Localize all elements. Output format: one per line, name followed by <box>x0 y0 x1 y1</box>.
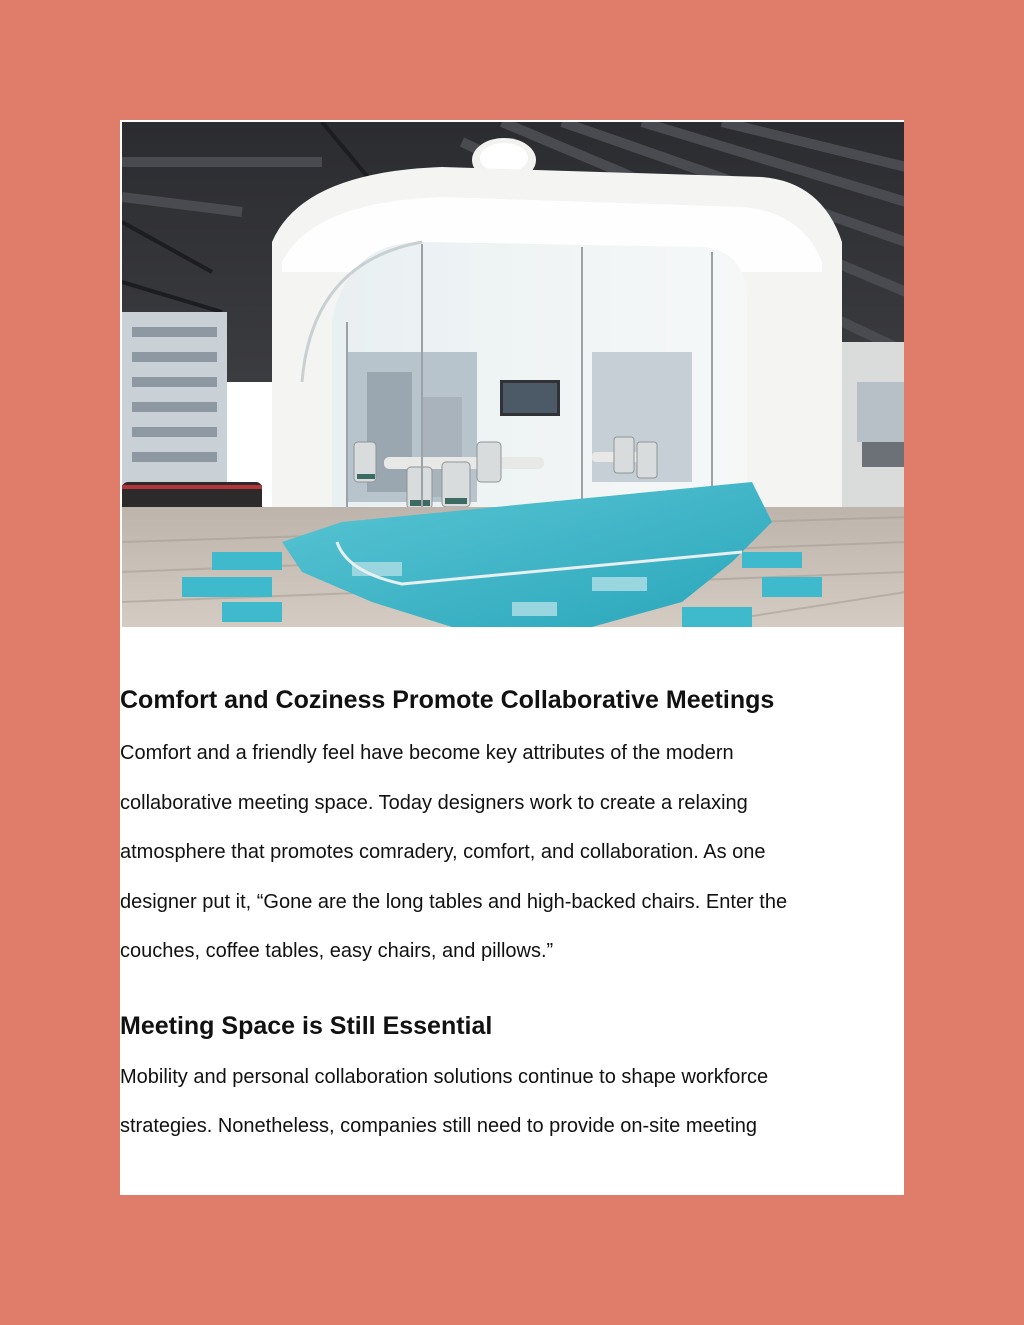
section-heading: Comfort and Coziness Promote Collaborative Meetings <box>120 686 775 714</box>
paragraph-line: atmosphere that promotes comradery, comfort, and collaboration. As one <box>120 841 766 863</box>
paragraph-line: Mobility and personal collaboration solutions continue to shape workforce <box>120 1065 769 1088</box>
section-paragraph <box>120 729 904 977</box>
paragraph-line: collaborative meeting space. Today designers work to create a relaxing <box>120 791 748 814</box>
section-paragraph <box>120 1053 904 1152</box>
document-page <box>120 120 904 1195</box>
paragraph-line: designer put it, “Gone are the long tables and high-backed chairs. Enter the <box>120 890 788 913</box>
paragraph-line: strategies. Nonetheless, companies still need to provide on-site meeting <box>120 1115 758 1137</box>
article-body <box>120 685 904 1152</box>
section-heading: Meeting Space is Still Essential <box>120 1011 493 1040</box>
office-meeting-room-photo <box>122 122 904 627</box>
paragraph-line: Comfort and a friendly feel have become key attributes of the modern <box>120 742 734 764</box>
paragraph-line: couches, coffee tables, easy chairs, and pillows.” <box>120 940 554 962</box>
